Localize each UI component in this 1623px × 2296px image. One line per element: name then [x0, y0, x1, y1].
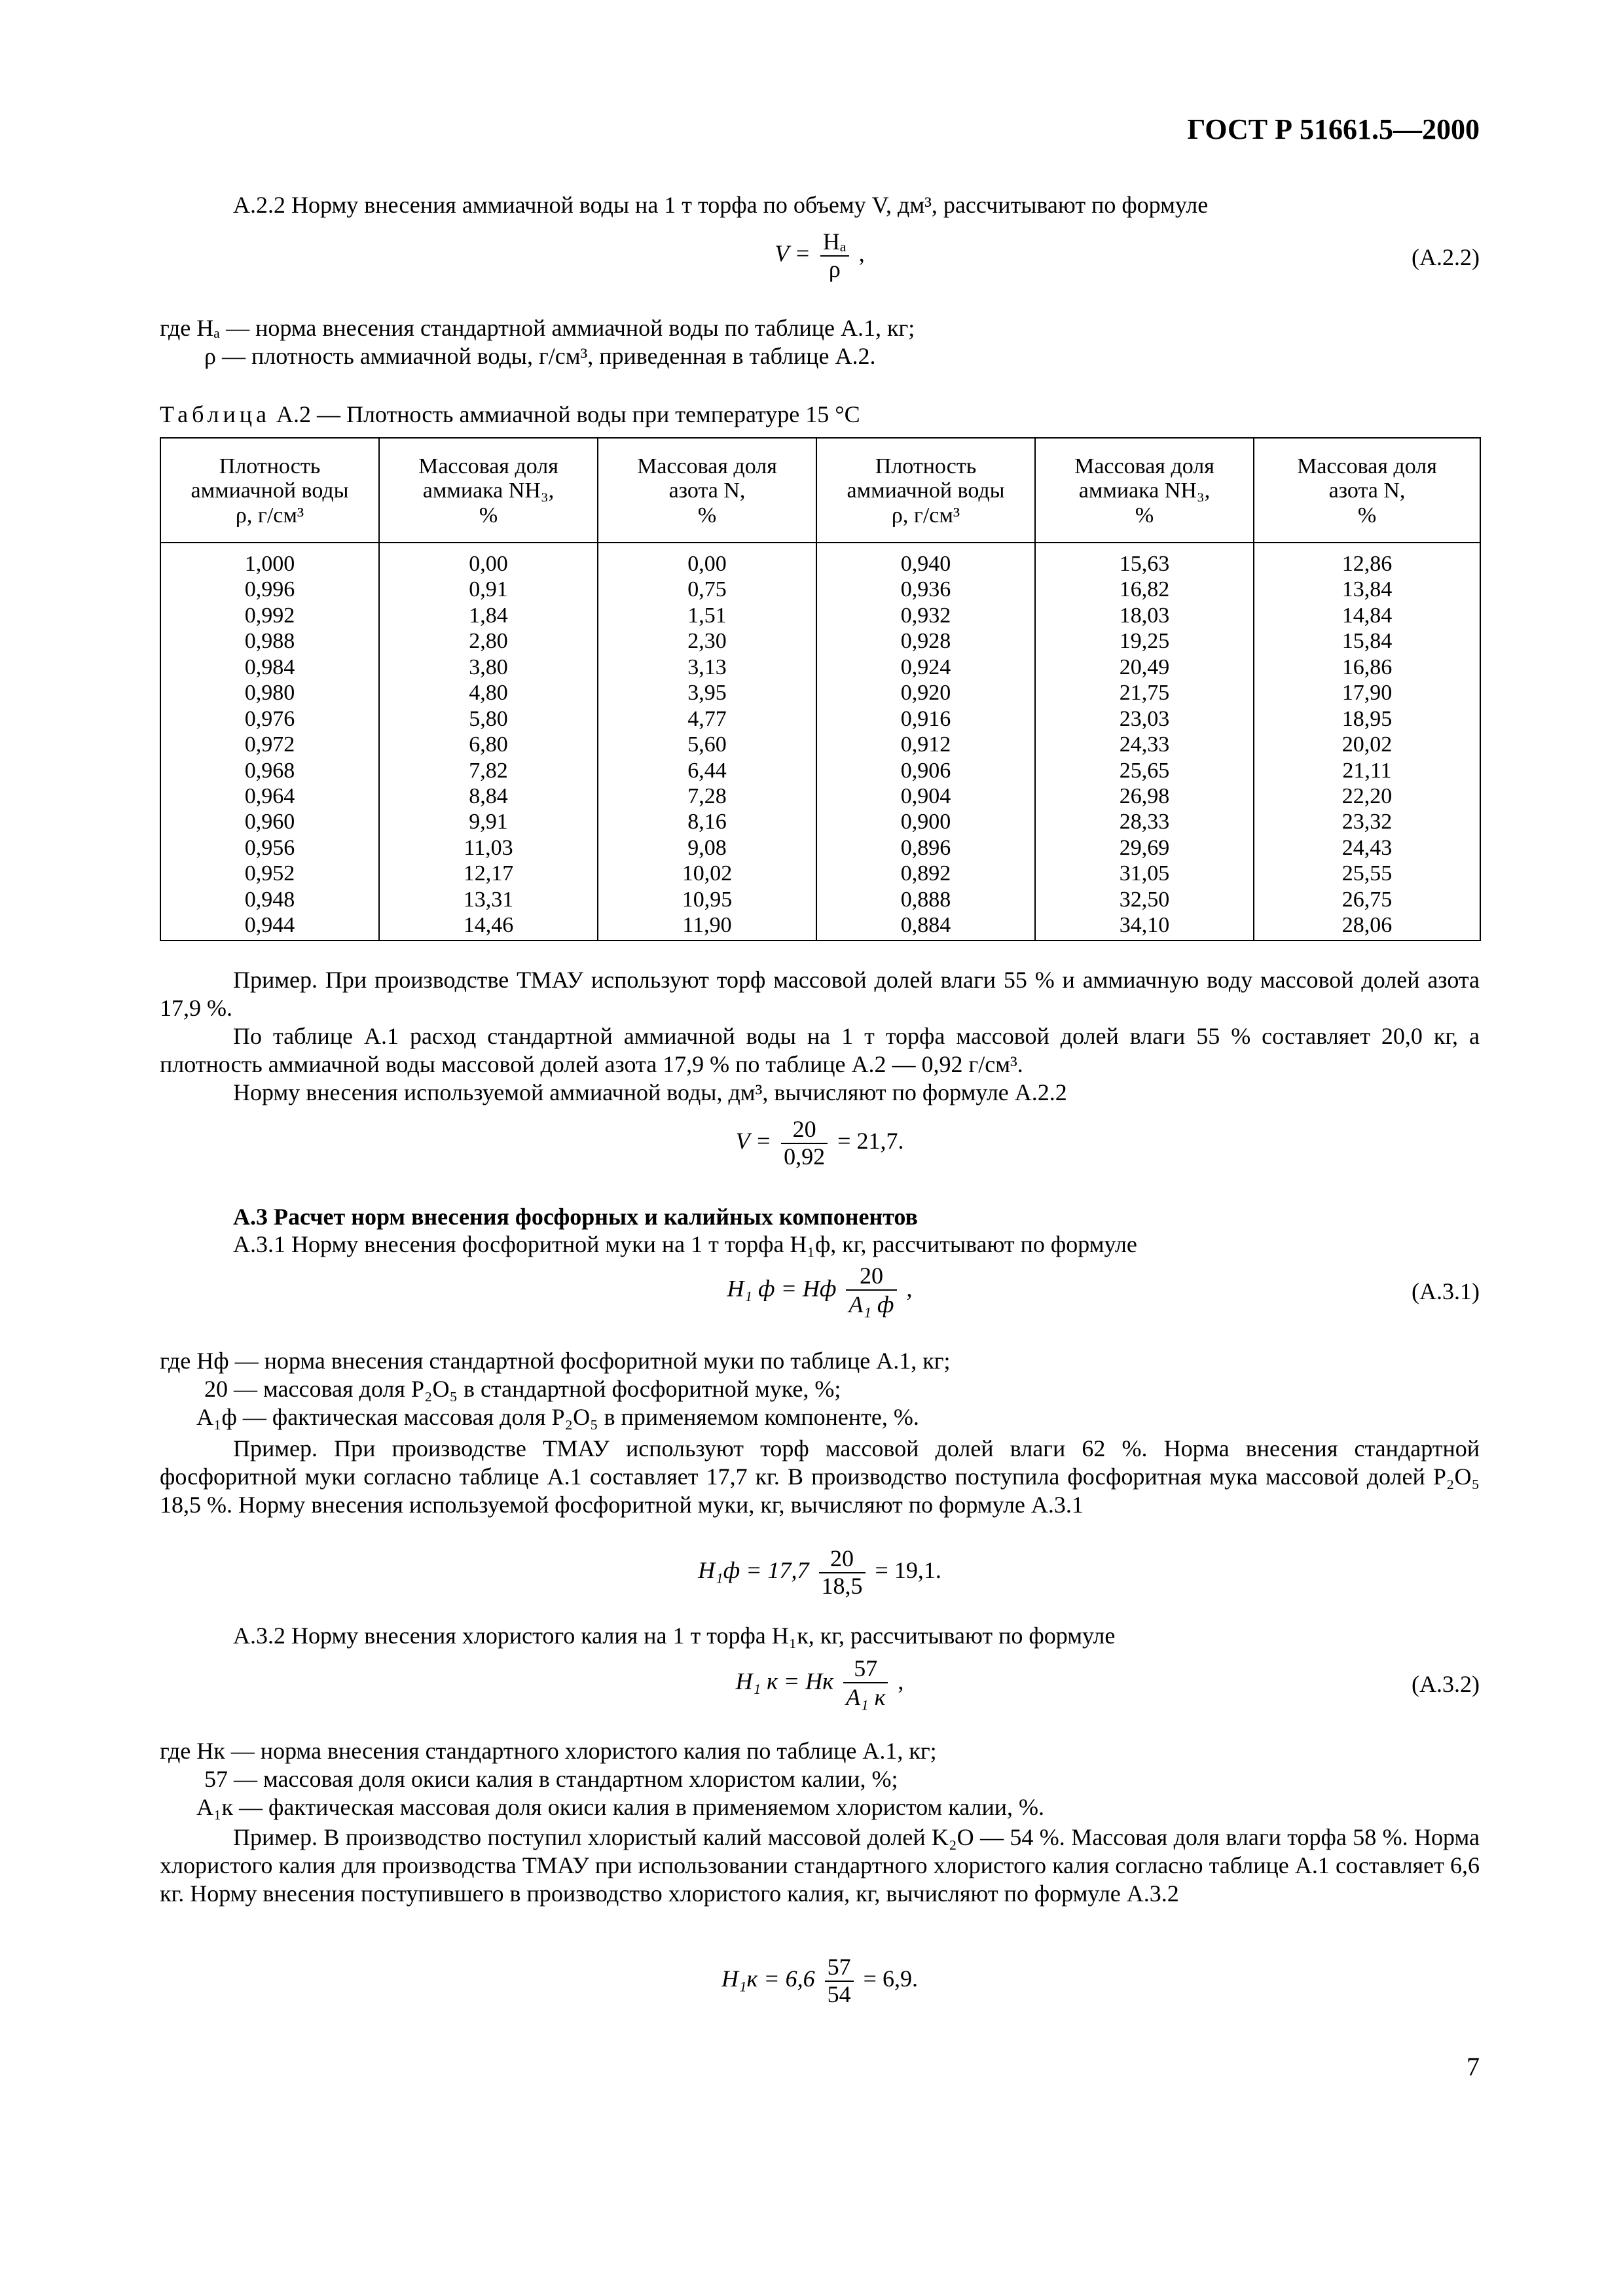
table-cell: 0,00: [687, 552, 727, 576]
table-cell: 4,80: [469, 681, 508, 706]
table-cell: 0,916: [900, 706, 951, 731]
table-cell: 2,30: [687, 629, 727, 654]
table-cell: 3,95: [687, 681, 727, 706]
table-cell: 0,912: [900, 732, 951, 757]
table-cell: 19,25: [1119, 629, 1170, 654]
equation-number: (А.3.2): [1412, 1671, 1480, 1697]
table-cell: 8,84: [469, 783, 508, 808]
table-caption-label: Таблица: [160, 401, 270, 427]
formula-tail: ,: [858, 240, 865, 266]
table-cell: 0,75: [687, 577, 727, 602]
table-cell: 23,32: [1341, 810, 1393, 834]
formula-tail: = 6,9.: [863, 1965, 918, 1992]
formula-a31: [160, 1263, 1480, 1319]
table-cell: 13,84: [1341, 577, 1393, 602]
table-cell: 12,17: [463, 861, 514, 886]
table-cell: 0,920: [900, 681, 951, 706]
table-cell: 0,884: [900, 913, 951, 938]
table-cell: 5,60: [687, 732, 727, 757]
table-cell: 25,65: [1119, 758, 1170, 783]
table-cell: 1,51: [687, 603, 727, 628]
table-caption: [160, 401, 860, 429]
table-column-density: [160, 543, 379, 941]
table-cell: 23,03: [1119, 706, 1170, 731]
equation-number: (А.3.1): [1412, 1278, 1480, 1304]
equation-number: (А.2.2): [1412, 244, 1480, 270]
table-cell: 20,02: [1341, 732, 1393, 757]
table-column-nitrogen: [1254, 543, 1480, 941]
table-cell: 7,28: [687, 783, 727, 808]
paragraph-a32: А.3.2 Норму внесения хлористого калия на 1 т торфа H₁к, кг, рассчитывают по формуле: [233, 1623, 1116, 1649]
table-cell: 7,82: [469, 758, 508, 783]
table-cell: 0,996: [244, 577, 295, 602]
formula-tail: ,: [898, 1668, 904, 1695]
where-line: 57 — массовая доля окиси калия в стандартном хлористом калии, %;: [204, 1766, 898, 1793]
table-column-ammonia: [1035, 543, 1254, 941]
table-body-row: [160, 543, 1480, 941]
table-cell: 18,95: [1341, 706, 1393, 731]
table-header-cell: Плотность аммиачной воды ρ, г/см³: [160, 438, 379, 543]
where-line: A₁ф — фактическая массовая доля P₂O₅ в применяемом компоненте, %.: [196, 1404, 919, 1431]
fraction: [781, 1117, 828, 1170]
fraction: [819, 1546, 866, 1599]
formula-a22: [160, 229, 1480, 282]
table-caption-text: А.2 — Плотность аммиачной воды при температуре 15 °С: [270, 401, 860, 427]
formula-lhs: H₁ ф = Hф: [727, 1275, 837, 1302]
paragraph-a22: А.2.2 Норму внесения аммиачной воды на 1 т торфа по объему V, дм³, рассчитывают по формуле: [233, 192, 1209, 218]
paragraph: Норму внесения используемой аммиачной воды, дм³, вычисляют по формуле А.2.2: [233, 1079, 1067, 1105]
table-header-row: [160, 438, 1480, 543]
table-cell: 0,892: [900, 861, 951, 886]
table-cell: 10,02: [682, 861, 733, 886]
page-number: 7: [1467, 2052, 1480, 2081]
table-cell: 4,77: [687, 706, 727, 731]
table-cell: 0,888: [900, 887, 951, 912]
table-cell: 16,86: [1341, 655, 1393, 679]
table-cell: 28,06: [1341, 913, 1393, 938]
fraction: [843, 1656, 888, 1712]
paragraph-a31: А.3.1 Норму внесения фосфоритной муки на 1 т торфа H₁ф, кг, рассчитывают по формуле: [233, 1231, 1137, 1257]
where-line: ρ — плотность аммиачной воды, г/см³, приведенная в таблице А.2.: [204, 343, 876, 370]
table-cell: 0,968: [244, 758, 295, 783]
where-block-a32: [160, 1737, 1480, 1822]
where-block-a22: [160, 314, 1480, 370]
table-cell: 8,16: [687, 810, 727, 834]
table-header-cell: Массовая доля аммиака NH₃, %: [1035, 438, 1254, 543]
table-cell: 17,90: [1341, 681, 1393, 706]
formula-tail: = 19,1.: [875, 1556, 941, 1583]
table-cell: 16,82: [1119, 577, 1170, 602]
table-cell: 15,63: [1119, 552, 1170, 576]
where-line: где Hк — норма внесения стандартного хлористого калия по таблице А.1, кг;: [160, 1738, 937, 1764]
table-cell: 0,992: [244, 603, 295, 628]
table-cell: 0,936: [900, 577, 951, 602]
formula-lhs: H₁ф = 17,7: [698, 1556, 809, 1583]
table-cell: 31,05: [1119, 861, 1170, 886]
where-block-a31: [160, 1347, 1480, 1432]
table-cell: 25,55: [1341, 861, 1393, 886]
table-cell: 11,90: [682, 913, 732, 938]
table-cell: 20,49: [1119, 655, 1170, 679]
table-cell: 28,33: [1119, 810, 1170, 834]
where-line: A₁к — фактическая массовая доля окиси калия в применяемом хлористом калии, %.: [196, 1794, 1044, 1821]
fraction-numerator: 20: [819, 1546, 866, 1573]
table-cell: 22,20: [1341, 783, 1393, 808]
table-cell: 9,91: [469, 810, 508, 834]
formula-a32: [160, 1656, 1480, 1712]
table-header-cell: Массовая доля азота N, %: [1254, 438, 1480, 543]
table-cell: 24,43: [1341, 835, 1393, 860]
document-page: [160, 0, 1480, 2296]
fraction: [820, 229, 849, 282]
table-column-density: [816, 543, 1035, 941]
table-header-cell: Массовая доля аммиака NH₃, %: [379, 438, 598, 543]
table-cell: 18,03: [1119, 603, 1170, 628]
table-cell: 0,960: [244, 810, 295, 834]
fraction-denominator: 0,92: [784, 1143, 826, 1170]
table-cell: 2,80: [469, 629, 508, 654]
fraction: [846, 1263, 896, 1319]
table-cell: 6,44: [687, 758, 727, 783]
formula-example2: [160, 1546, 1480, 1599]
table-cell: 0,91: [469, 577, 508, 602]
table-cell: 0,964: [244, 783, 295, 808]
fraction-denominator: A₁ ф: [848, 1291, 894, 1318]
table-cell: 24,33: [1119, 732, 1170, 757]
table-cell: 0,896: [900, 835, 951, 860]
table-cell: 6,80: [469, 732, 508, 757]
table-cell: 0,980: [244, 681, 295, 706]
table-cell: 0,988: [244, 629, 295, 654]
where-line: где Hₐ — норма внесения стандартной аммиачной воды по таблице А.1, кг;: [160, 315, 915, 341]
table-cell: 0,00: [469, 552, 508, 576]
where-line: 20 — массовая доля P₂O₅ в стандартной фосфоритной муке, %;: [204, 1376, 841, 1403]
table-cell: 0,924: [900, 655, 951, 679]
table-cell: 26,98: [1119, 783, 1170, 808]
fraction-denominator: 54: [827, 1981, 851, 2007]
table-cell: 0,906: [900, 758, 951, 783]
formula-lhs: V =: [735, 1127, 772, 1154]
formula-lhs: V =: [775, 240, 811, 266]
fraction-numerator: 57: [843, 1656, 888, 1683]
formula-tail: ,: [906, 1275, 913, 1302]
fraction-denominator: 18,5: [821, 1572, 863, 1599]
table-column-nitrogen: [598, 543, 816, 941]
table-cell: 21,75: [1119, 681, 1170, 706]
table-cell: 10,95: [682, 887, 733, 912]
fraction-numerator: 20: [846, 1263, 896, 1291]
table-cell: 13,31: [463, 887, 514, 912]
paragraph: По таблице А.1 расход стандартной аммиачной воды на 1 т торфа массовой долей влаги 55 % составляет 20,0 кг, а плотность аммиачной воды массовой долей азота 17,9 % по таблице А.2 — 0,92 г/см³.: [160, 1023, 1480, 1078]
fraction-numerator: Hₐ: [820, 229, 849, 257]
formula-example1: [160, 1117, 1480, 1170]
table-cell: 0,940: [900, 552, 951, 576]
table-cell: 9,08: [687, 835, 727, 860]
table-cell: 14,84: [1341, 603, 1393, 628]
table-cell: 0,952: [244, 861, 295, 886]
table-column-ammonia: [379, 543, 598, 941]
formula-lhs: H₁к = 6,6: [721, 1965, 815, 1992]
table-cell: 11,03: [464, 835, 513, 860]
table-cell: 34,10: [1119, 913, 1170, 938]
document-header: ГОСТ Р 51661.5—2000: [1187, 113, 1480, 145]
table-cell: 15,84: [1341, 629, 1393, 654]
fraction-denominator: ρ: [828, 255, 841, 282]
fraction-denominator: A₁ к: [846, 1683, 886, 1710]
fraction-numerator: 20: [781, 1117, 828, 1144]
fraction-numerator: 57: [825, 1954, 854, 1982]
table-cell: 0,976: [244, 706, 295, 731]
table-cell: 0,972: [244, 732, 295, 757]
example-paragraph: Пример. В производство поступил хлористый калий массовой долей K₂O — 54 %. Массовая доля влаги торфа 58 %. Норма хлористого калия для производства ТМАУ при использовании стандартного хлористого калия согласно таблице А.1 составляет 6,6 кг. Норму внесения поступившего в производство хлористого калия, кг, вычисляют по формуле А.3.2: [160, 1824, 1480, 1907]
table-cell: 0,904: [900, 783, 951, 808]
example-paragraph: Пример. При производстве ТМАУ используют торф массовой долей влаги 62 %. Норма внесения стандартной фосфоритной муки согласно таблице А.1 составляет 17,7 кг. В производство поступила фосфоритная мука массовой долей P₂O₅ 18,5 %. Норму внесения используемой фосфоритной муки, кг, вычисляют по формуле А.3.1: [160, 1435, 1480, 1518]
example-paragraph: Пример. При производстве ТМАУ используют торф массовой долей влаги 55 % и аммиачную воду массовой долей азота 17,9 %.: [160, 967, 1480, 1022]
table-cell: 21,11: [1342, 758, 1392, 783]
table-header-cell: Плотность аммиачной воды ρ, г/см³: [816, 438, 1035, 543]
table-cell: 0,948: [244, 887, 295, 912]
where-line: где Hф — норма внесения стандартной фосфоритной муки по таблице А.1, кг;: [160, 1348, 951, 1374]
table-cell: 0,956: [244, 835, 295, 860]
density-table: [160, 437, 1481, 941]
formula-lhs: H₁ к = Hк: [735, 1668, 834, 1695]
table-cell: 0,932: [900, 603, 951, 628]
formula-tail: = 21,7.: [837, 1127, 904, 1154]
table-cell: 26,75: [1341, 887, 1393, 912]
table-cell: 3,80: [469, 655, 508, 679]
table-cell: 0,984: [244, 655, 295, 679]
table-cell: 1,84: [469, 603, 508, 628]
table-cell: 0,928: [900, 629, 951, 654]
section-heading: А.3 Расчет норм внесения фосфорных и калийных компонентов: [233, 1204, 918, 1230]
table-cell: 12,86: [1341, 552, 1393, 576]
table-cell: 32,50: [1119, 887, 1170, 912]
table-cell: 5,80: [469, 706, 508, 731]
table-cell: 0,900: [900, 810, 951, 834]
formula-example3: [160, 1954, 1480, 2007]
table-header-cell: Массовая доля азота N, %: [598, 438, 816, 543]
table-cell: 1,000: [244, 552, 295, 576]
table-cell: 14,46: [463, 913, 514, 938]
table-cell: 3,13: [687, 655, 727, 679]
fraction: [825, 1954, 854, 2007]
table-cell: 0,944: [244, 913, 295, 938]
table-cell: 29,69: [1119, 835, 1170, 860]
